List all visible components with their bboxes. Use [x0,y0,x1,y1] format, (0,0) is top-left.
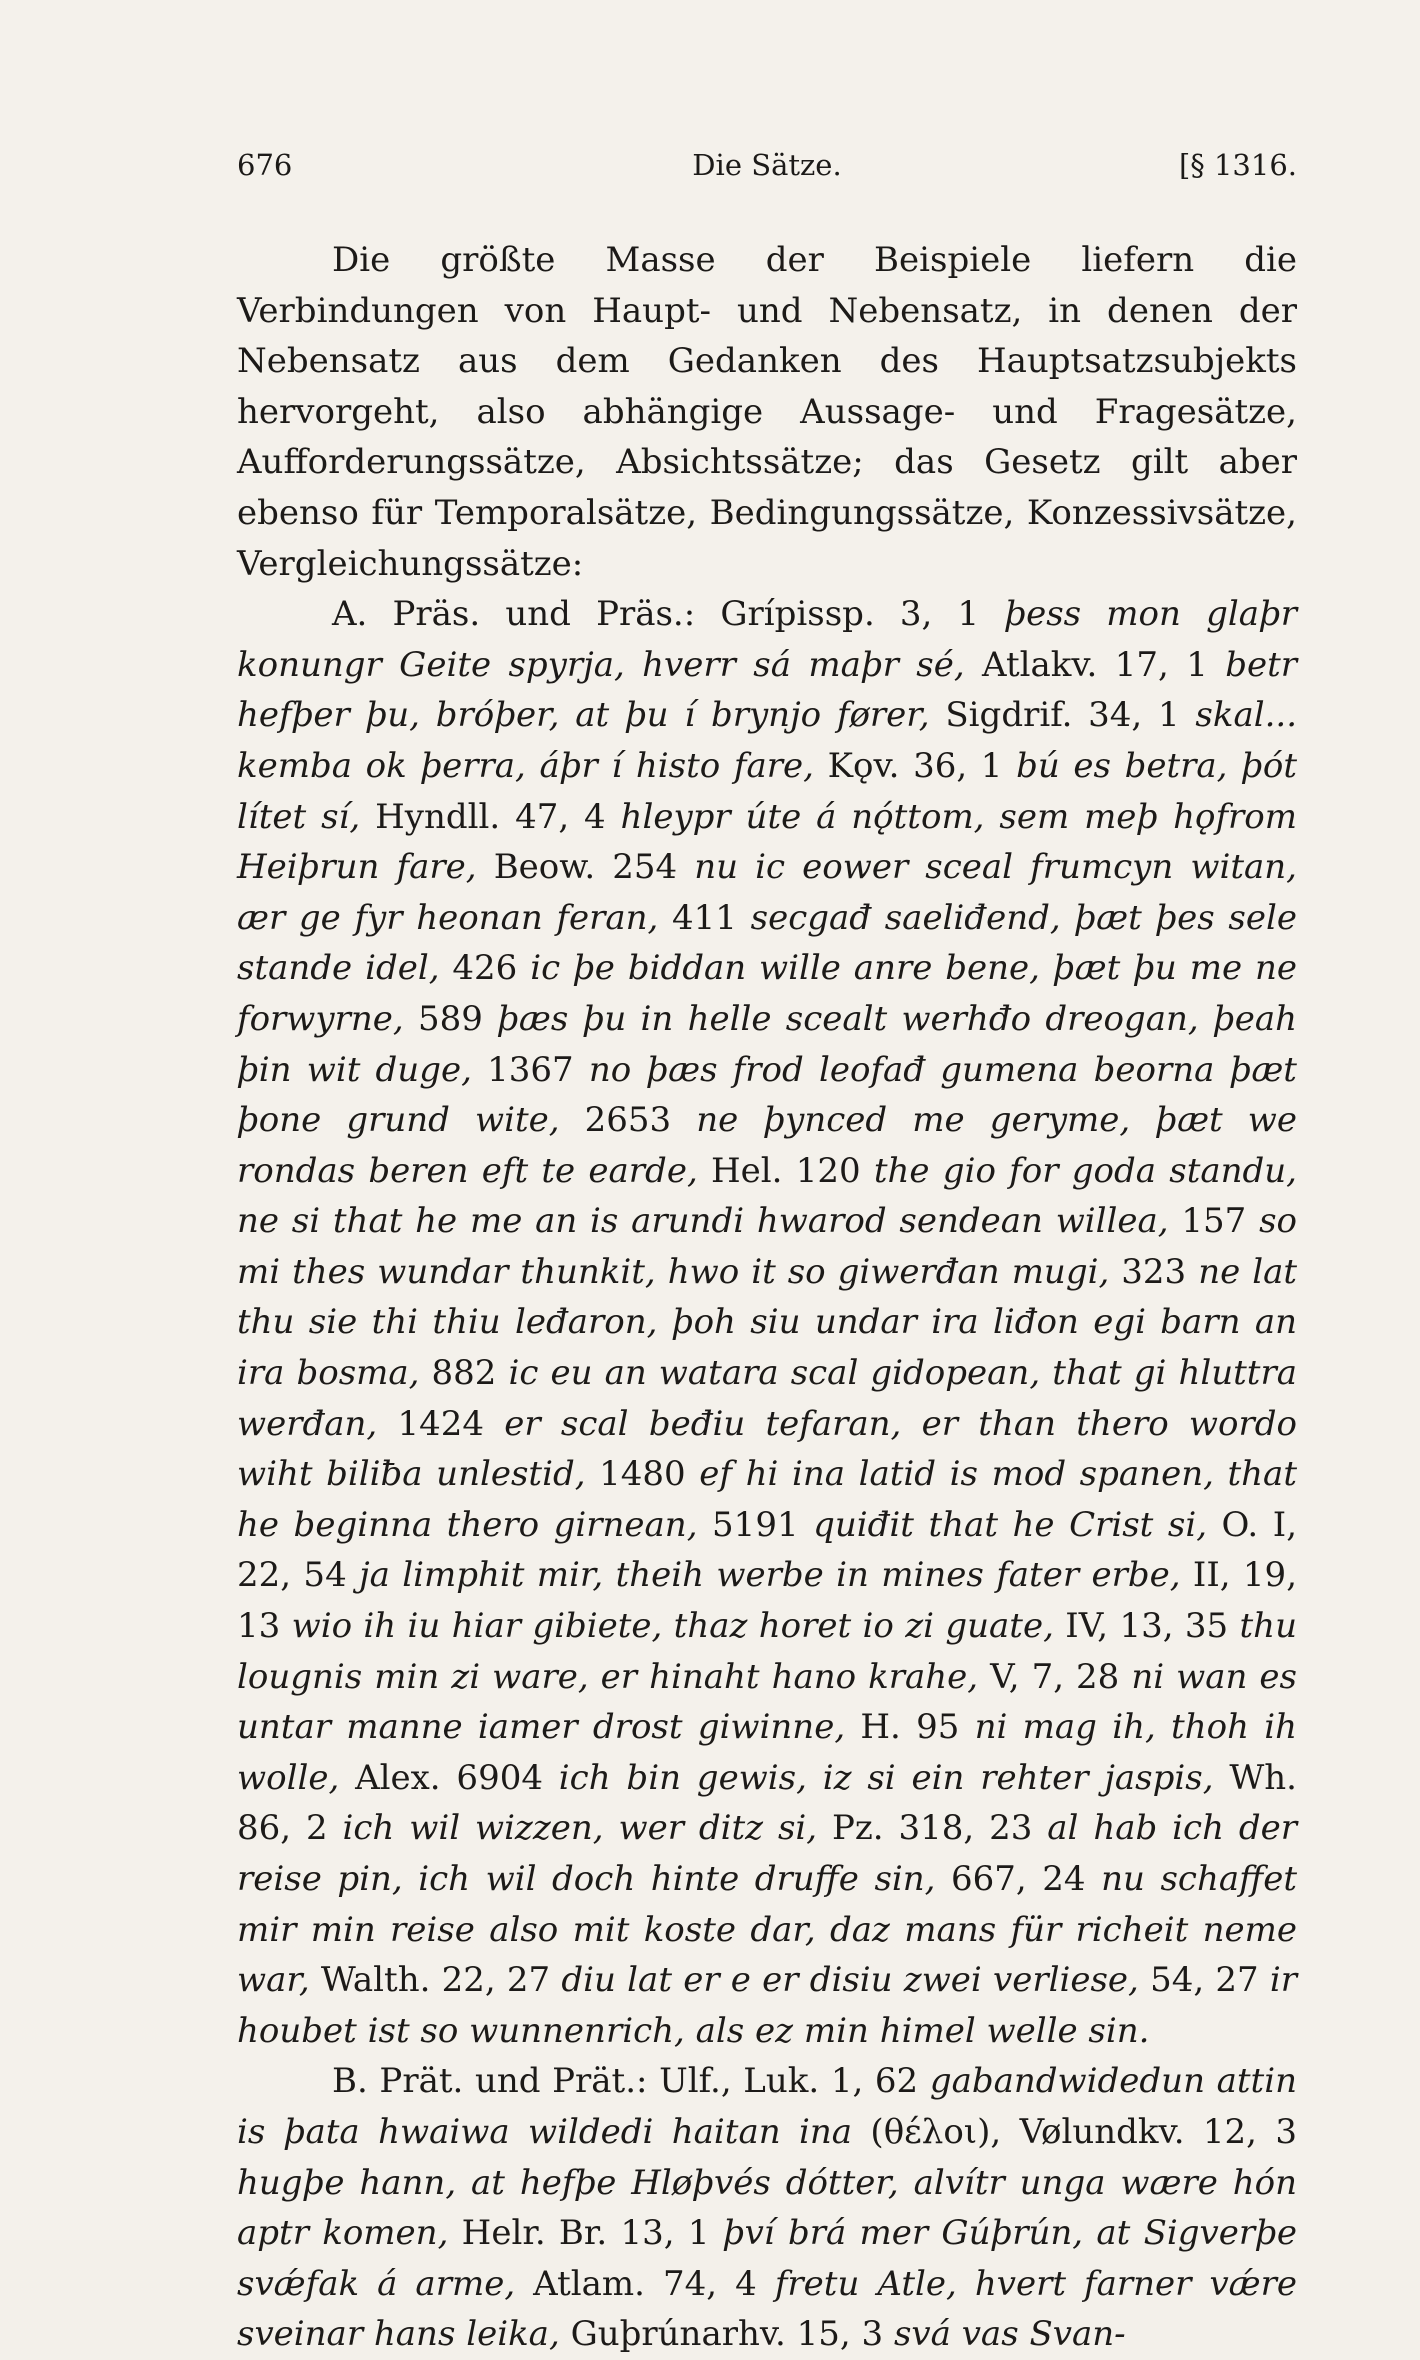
reference-text: Walth. 22, 27 [309,1960,562,2001]
section-reference: [§ 1316. [1178,148,1297,182]
reference-text: Alex. 6904 [339,1757,559,1798]
reference-text: Atlakv. 17, 1 [964,644,1226,685]
reference-text: 54, 27 [1138,1960,1270,2001]
reference-text: Helr. Br. 13, 1 [448,2213,723,2254]
quotation-text: quiđit that he Crist si, [813,1504,1207,1545]
reference-text: Pz. 318, 23 [817,1808,1048,1849]
reference-text: Atlam. 74, 4 [515,2263,775,2304]
reference-text: 1367 [471,1049,589,1090]
quotation-text: þæs þu in helle scealt werhđo dreogan, þeah þin wit duge, [237,998,1298,1090]
quotation-text: diu lat er e er disiu zwei verliese, [561,1960,1139,2001]
quotation-text: bú es betra, þót lítet sí, [237,745,1297,837]
paragraph-praesens [237,589,1297,2056]
reference-text: Wh. 86, 2 [237,1757,1297,1849]
quotation-text: nu schaffet mir min reise also mit koste dar, daz mans für richeit neme war, [237,1859,1298,2001]
quotation-text: hugþe hann, at hefþe Hløþvés dótter, alvítr unga wære hón aptr komen, [237,2162,1297,2254]
reference-text: Guþrúnarhv. 15, 3 [559,2314,894,2355]
quotation-text: secgađ saeliđend, þæt þes sele stande idel, [237,897,1297,989]
quotation-text: ne lat thu sie thi thiu leđaron, þoh siu undar ira liđon egi barn an ira bosma, [237,1251,1298,1394]
reference-text: Die größte Masse der Beispiele liefern die Verbindungen von Haupt- und Nebensatz, in denen der Nebensatz aus dem Gedanken des Hauptsatzsubjekts hervorgeht, also abhängige Aussage- und Fragesätze, Aufforderungssätze, Absichtssätze; das Gesetz gilt aber ebenso für Temporalsätze, Bedingungssätze, Konzessivsätze, Vergleichungssätze: [237,240,1297,584]
quotation-text: wio ih iu hiar gibiete, thaz horet io zi guate, [291,1606,1054,1647]
quotation-text: þess mon glaþr konungr Geite spyrja, hverr sá maþr sé, [237,594,1297,685]
quotation-text: því brá mer Gúþrún, at Sigverþe svǽfak á arme, [237,2213,1298,2304]
reference-text: 667, 24 [935,1859,1102,1899]
quotation-text: ne þynced me geryme, þæt we rondas beren eft te earde, [237,1100,1298,1191]
reference-text: Hel. 120 [697,1150,874,1191]
body-text [237,235,1297,2360]
quotation-text: er scal beđiu tefaran, er than thero wordo wiht biliƀa unlestid, [237,1403,1297,1495]
quotation-text: gabandwidedun attin is þata hwaiwa wildedi haitan ina [237,2061,1297,2152]
quotation-text: ic eu an watara scal gidopean, that gi hluttra werđan, [237,1353,1297,1444]
quotation-text: thu lougnis min zi ware, er hinaht hano krahe, [237,1606,1297,1697]
paragraph-praeteritum [237,2056,1297,2360]
quotation-text: ef hi ina latid is mod spanen, that he beginna thero girnean, [237,1454,1297,1545]
reference-text: (θέλοι), Vølundkv. 12, 3 [852,2111,1297,2152]
quotation-text: the gio for goda standu, ne si that he me an is arundi hwarod sendean willea, [237,1150,1297,1242]
quotation-text: ja limphit mir, theih werbe in mines fater erbe, [359,1555,1181,1596]
reference-text: Beow. 254 [476,847,695,888]
quotation-text: so mi thes wundar thunkit, hwo it so giwerđan mugi, [237,1201,1297,1292]
quotation-text: nu ic eower sceal frumcyn witan, ær ge fyr heonan feran, [237,847,1297,938]
running-title: Die Sätze. [692,148,842,182]
reference-text: 589 [403,998,498,1039]
reference-text: 5191 [697,1504,814,1545]
page-number: 676 [237,148,293,182]
quotation-text: ich bin gewis, iz si ein rehter jaspis, [558,1757,1214,1798]
paragraph-intro [237,235,1297,589]
reference-text: A. Präs. und Präs.: Grípissp. 3, 1 [332,594,1005,635]
reference-text: 323 [1109,1251,1199,1292]
quotation-text: ich wil wizzen, wer ditz si, [342,1808,818,1849]
quotation-text: ic þe biddan wille anre bene, þæt þu me ne forwyrne, [237,948,1297,1039]
reference-text: B. Prät. und Prät.: Ulf., Luk. 1, 62 [332,2061,930,2102]
reference-text: 157 [1168,1201,1260,1242]
reference-text: V, 7, 28 [978,1656,1132,1697]
reference-text: O. I, 22, 54 [237,1504,1297,1596]
quotation-text: hleypr úte á nǫ́ttom, sem meþ hǫfrom Heiþrun fare, [237,796,1297,888]
running-head [237,148,1297,188]
quotation-text: ir houbet ist so wunnenrich, als ez min himel welle sin. [237,1960,1297,2051]
quotation-text: ni wan es untar manne iamer drost giwinne, [237,1656,1297,1748]
quotation-text: svá vas Svan- [893,2314,1126,2355]
reference-text: Sigdrif. 34, 1 [929,695,1196,736]
reference-text: II, 19, 13 [237,1555,1297,1647]
reference-text: IV, 13, 35 [1053,1606,1240,1647]
quotation-text: skal... kemba ok þerra, áþr í histo fare, [237,695,1298,786]
quotation-text: fretu Atle, hvert farner vǽre sveinar hans leika, [237,2263,1298,2355]
quotation-text: no þæs frod leofađ gumena beorna þæt þone grund wite, [237,1049,1297,1141]
reference-text: 1480 [585,1454,700,1495]
reference-text: 882 [419,1353,509,1394]
quotation-text: betr hefþer þu, bróþer, at þu í brynjo fører, [237,644,1298,736]
reference-text: 411 [658,897,751,938]
reference-text: 1424 [377,1403,505,1444]
quotation-text: ni mag ih, thoh ih wolle, [237,1707,1297,1798]
reference-text: 2653 [559,1100,697,1141]
quotation-text: al hab ich der reise pin, ich wil doch hinte druffe sin, [237,1808,1298,1899]
reference-text: Kǫv. 36, 1 [813,745,1017,786]
reference-text: Hyndll. 47, 4 [360,796,621,837]
reference-text: 426 [439,948,531,989]
reference-text: H. 95 [845,1707,975,1748]
